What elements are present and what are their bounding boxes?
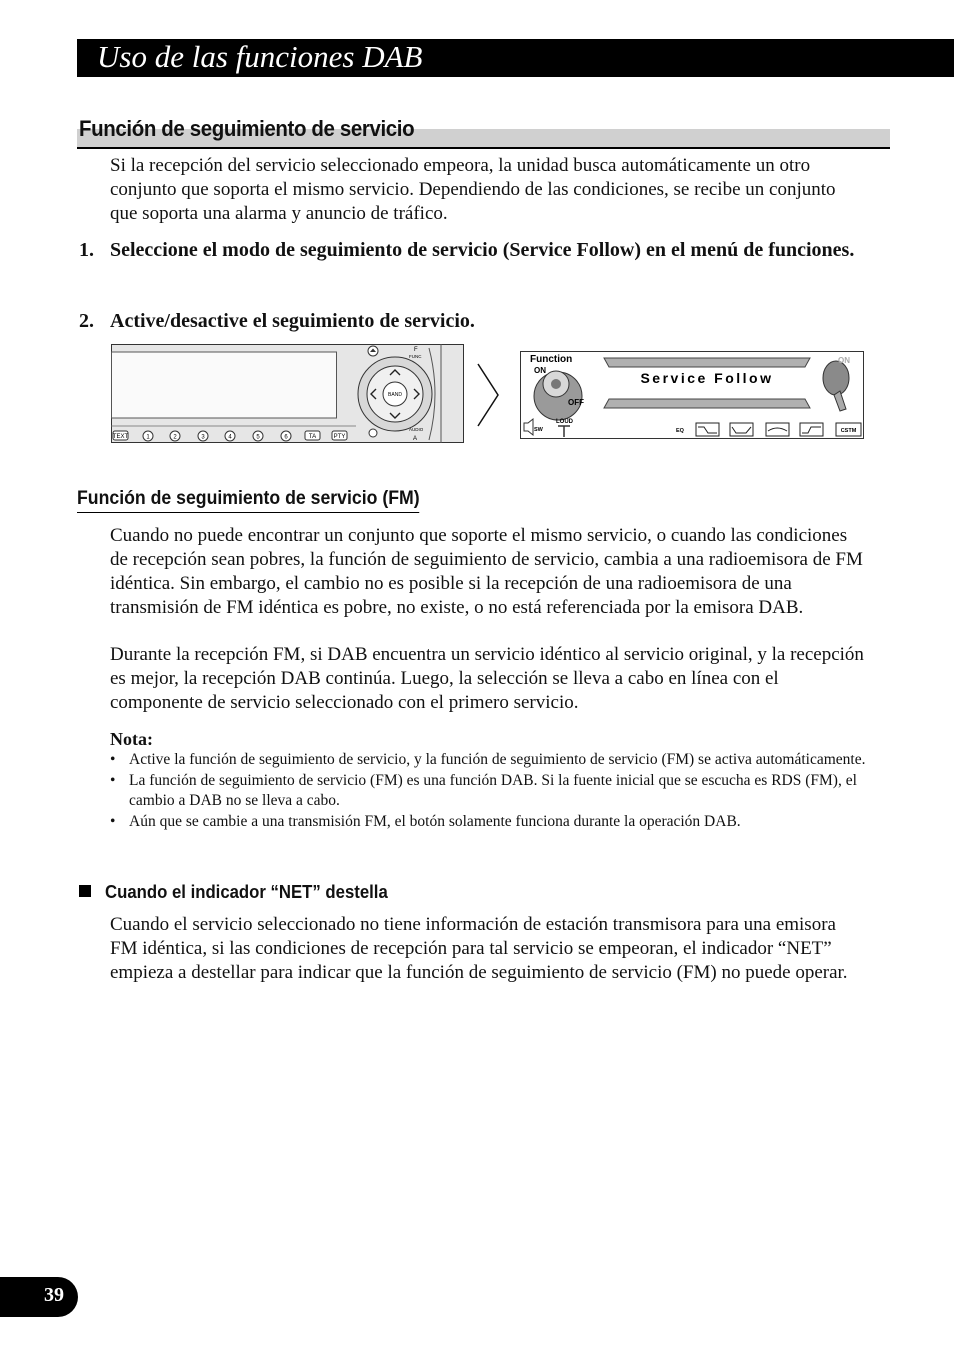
- on-off-dial-icon: [534, 371, 582, 420]
- step-text: Active/desactive el seguimiento de servicio.: [110, 310, 475, 332]
- page-number-tab: [0, 1277, 78, 1317]
- small-round-button: [369, 429, 377, 437]
- btn-5-label: 5: [256, 434, 260, 441]
- note-item: • Aún que se cambie a una transmisión FM, el botón solamente funciona durante la operación DAB.: [110, 812, 741, 830]
- page-number: 39: [44, 1284, 64, 1306]
- square-bullet-icon: [79, 885, 91, 897]
- on-label: ON: [534, 366, 546, 375]
- btn-6-label: 6: [284, 434, 288, 441]
- step-1: [79, 237, 869, 264]
- off-label: OFF: [568, 398, 584, 407]
- step-text: Seleccione el modo de seguimiento de servicio (Service Follow) en el menú de funciones.: [110, 239, 855, 261]
- btn-4-label: 4: [228, 434, 232, 441]
- chapter-title-bar: [77, 39, 954, 77]
- step-number: 2.: [79, 310, 94, 332]
- btn-2-label: 2: [173, 434, 177, 441]
- btn-1-label: 1: [146, 434, 150, 441]
- btn-ta-label: TA: [308, 434, 317, 440]
- note-list: [110, 750, 870, 832]
- note-item: • Active la función de seguimiento de servicio, y la función de seguimiento de servicio (FM) se activa automáticamente.: [110, 751, 866, 768]
- btn-pty-label: PTY: [333, 434, 346, 440]
- eq-label: EQ: [676, 428, 684, 434]
- intro-paragraph: Si la recepción del servicio seleccionado empeora, la unidad busca automáticamente un otro conjunto que soporta el mismo servicio. Dependiendo de las condiciones, se recibe un conjunto que soporta una alarma y anuncio de tráfico.: [110, 155, 836, 224]
- btn-text-label: TEXT: [112, 434, 129, 440]
- note-item: • La función de seguimiento de servicio (FM) es una función DAB. Si la fuente inicial que se escucha es RDS (FM), el cambio a DAB no se lleva a cabo.: [110, 771, 857, 809]
- f-label: F: [414, 347, 418, 353]
- chapter-title: Uso de las funciones DAB: [97, 39, 423, 74]
- preset-buttons-row: [113, 431, 347, 441]
- sw-label: SW: [534, 427, 543, 433]
- fm-paragraph-1: Cuando no puede encontrar un conjunto que soporte el mismo servicio, o cuando las condiciones de recepción sean pobres, la función de seguimiento de servicio, cambia a una radioemisora de FM idéntica. Sin embargo, el cambio no es posible si la recepción de una radioemisora de una transmisión de FM idéntica es pobre, no existe, o no está referenciada por la emisora DAB.: [110, 525, 863, 618]
- section-heading-service-follow: [77, 113, 890, 149]
- loud-label: LOUD: [556, 419, 573, 425]
- fm-paragraph-2: Durante la recepción FM, si DAB encuentra un servicio idéntico al servicio original, y la recepción es mejor, la recepción DAB continúa. Luego, la selección se lleva a cabo en línea con el componente de servicio seleccionado con el primero servicio.: [110, 644, 864, 713]
- step-2: [79, 308, 869, 335]
- service-follow-text: Service Follow: [640, 370, 774, 386]
- net-paragraph: Cuando el servicio seleccionado no tiene información de estación transmisora para una emisora FM idéntica, si las condiciones de recepción para tal servicio se empeoran, el indicador “NET” empieza a destellar para indicar que la función de seguimiento de servicio (FM) no puede operar.: [110, 914, 848, 983]
- head-unit-panel-illustration: [111, 344, 465, 444]
- step-number: 1.: [79, 239, 94, 261]
- audio-label: AUDIO: [409, 427, 424, 432]
- function-label: Function: [530, 354, 573, 365]
- band-label: BAND: [388, 392, 402, 398]
- a-label: A: [413, 436, 418, 442]
- joystick-dial: [358, 357, 432, 431]
- chevron-right-icon: [476, 362, 500, 428]
- section-heading-text: Función de seguimiento de servicio: [79, 116, 415, 141]
- key-on-label: ON: [838, 356, 850, 365]
- subsection-heading-net: Cuando el indicador “NET” destella: [79, 882, 409, 903]
- btn-3-label: 3: [201, 434, 205, 441]
- subsection-heading-fm: Función de seguimiento de servicio (FM): [77, 488, 420, 513]
- note-title: Nota:: [110, 729, 153, 749]
- cstm-label: CSTM: [840, 428, 857, 434]
- service-follow-display-illustration: [520, 351, 865, 440]
- func-label: FUNC: [409, 354, 422, 359]
